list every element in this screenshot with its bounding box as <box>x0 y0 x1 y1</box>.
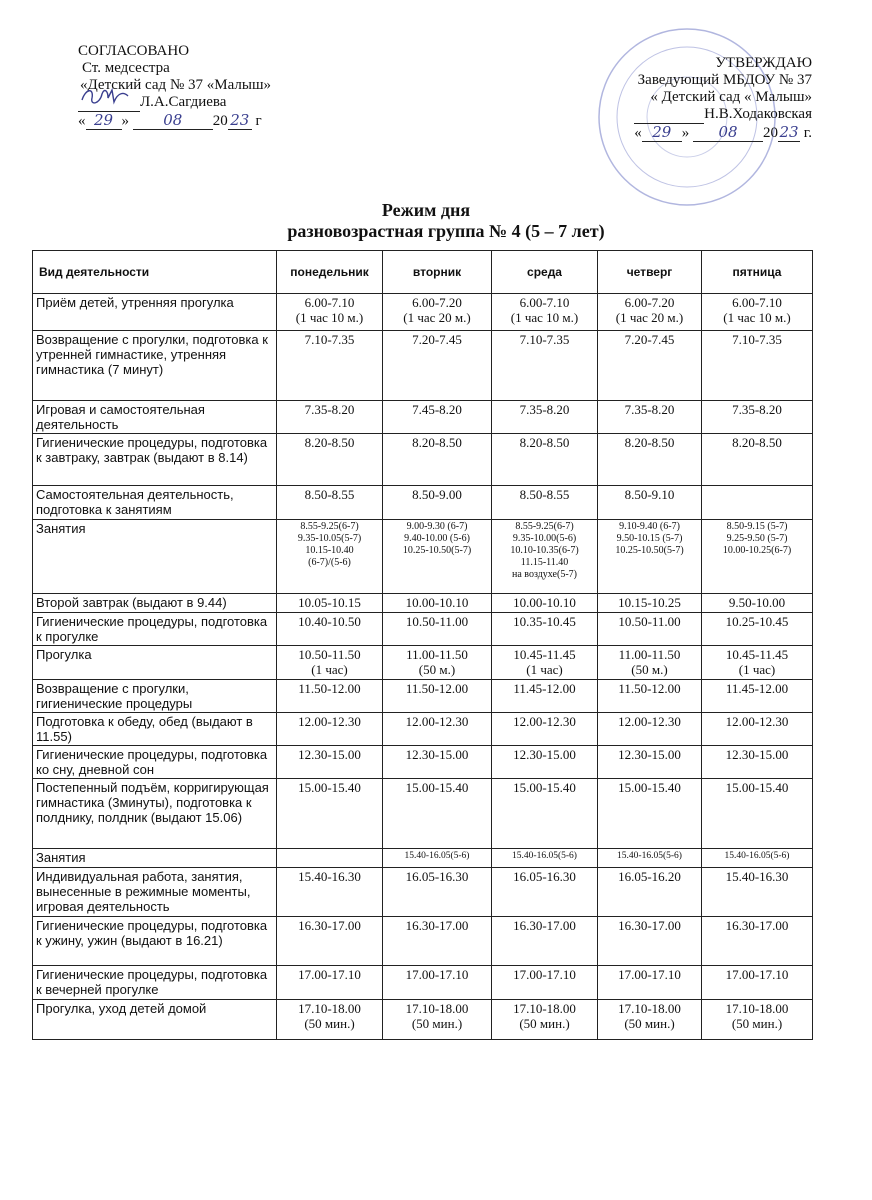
time-cell: 11.00-11.50 (50 м.) <box>383 646 492 680</box>
activity-cell: Приём детей, утренняя прогулка <box>33 294 277 331</box>
page-title: Режим дня <box>381 200 471 220</box>
time-cell: 7.35-8.20 <box>277 401 383 434</box>
activity-cell: Занятия <box>33 520 277 594</box>
time-cell: 12.30-15.00 <box>383 746 492 779</box>
activity-cell: Возвращение с прогулки, гигиенические процедуры <box>33 680 277 713</box>
activity-cell: Самостоятельная деятельность, подготовка к занятиям <box>33 486 277 520</box>
time-cell: 8.20-8.50 <box>598 434 702 486</box>
time-cell: 16.30-17.00 <box>383 917 492 966</box>
time-cell: 10.35-10.45 <box>492 613 598 646</box>
approval-right-name: Н.В.Ходаковская <box>704 106 812 122</box>
table-row <box>33 520 813 594</box>
time-cell: 7.10-7.35 <box>492 331 598 401</box>
time-cell: 11.50-12.00 <box>383 680 492 713</box>
table-row <box>33 434 813 486</box>
time-cell: 16.30-17.00 <box>598 917 702 966</box>
approval-right: УТВЕРЖДАЮ Заведующий МБДОУ № 37 « Детский сад « Малыш» Н.В.Ходаковская « 29 » 08 2023 г. <box>590 55 812 142</box>
time-cell: 15.40-16.30 <box>702 868 813 917</box>
header-friday: пятница <box>702 251 813 294</box>
activity-cell: Гигиенические процедуры, подготовка к завтраку, завтрак (выдают в 8.14) <box>33 434 277 486</box>
activity-cell: Гигиенические процедуры, подготовка ко сну, дневной сон <box>33 746 277 779</box>
time-cell: 15.00-15.40 <box>702 779 813 849</box>
time-cell: 17.10-18.00 (50 мин.) <box>598 1000 702 1040</box>
time-cell: 12.30-15.00 <box>492 746 598 779</box>
time-cell: 6.00-7.10 (1 час 10 м.) <box>277 294 383 331</box>
table-row <box>33 486 813 520</box>
table-row <box>33 594 813 613</box>
time-cell: 15.00-15.40 <box>383 779 492 849</box>
schedule-table <box>32 250 813 1040</box>
approval-right-heading: УТВЕРЖДАЮ <box>715 55 812 71</box>
table-row <box>33 713 813 746</box>
table-row <box>33 294 813 331</box>
time-cell: 12.00-12.30 <box>383 713 492 746</box>
time-cell: 8.50-9.15 (5-7) 9.25-9.50 (5-7) 10.00-10.25(6-7) <box>702 520 813 594</box>
time-cell: 10.25-10.45 <box>702 613 813 646</box>
time-cell: 12.30-15.00 <box>702 746 813 779</box>
table-row <box>33 746 813 779</box>
time-cell: 8.20-8.50 <box>492 434 598 486</box>
time-cell: 10.05-10.15 <box>277 594 383 613</box>
approval-right-year-suffix: г. <box>803 125 812 141</box>
time-cell: 10.15-10.25 <box>598 594 702 613</box>
approval-right-year: 23 <box>779 123 799 141</box>
time-cell: 10.45-11.45 (1 час) <box>492 646 598 680</box>
time-cell: 16.05-16.20 <box>598 868 702 917</box>
time-cell: 8.50-9.00 <box>383 486 492 520</box>
time-cell: 16.30-17.00 <box>492 917 598 966</box>
activity-cell: Индивидуальная работа, занятия, вынесенные в режимные моменты, игровая деятельность <box>33 868 277 917</box>
time-cell: 10.50-11.50 (1 час) <box>277 646 383 680</box>
time-cell: 8.20-8.50 <box>702 434 813 486</box>
activity-cell: Гигиенические процедуры, подготовка к вечерней прогулке <box>33 966 277 1000</box>
time-cell: 15.40-16.05(5-6) <box>383 849 492 868</box>
page-subtitle: разновозрастная группа № 4 (5 – 7 лет) <box>287 221 605 241</box>
time-cell: 8.20-8.50 <box>277 434 383 486</box>
left-signature-mark <box>78 86 130 108</box>
time-cell: 9.50-10.00 <box>702 594 813 613</box>
activity-cell: Прогулка, уход детей домой <box>33 1000 277 1040</box>
activity-cell: Гигиенические процедуры, подготовка к ужину, ужин (выдают в 16.21) <box>33 917 277 966</box>
table-row <box>33 1000 813 1040</box>
approval-left-day: 29 <box>86 112 122 130</box>
time-cell: 16.05-16.30 <box>492 868 598 917</box>
activity-cell: Возвращение с прогулки, подготовка к утренней гимнастике, утренняя гимнастика (7 минут) <box>33 331 277 401</box>
header-wednesday: среда <box>492 251 598 294</box>
header-tuesday: вторник <box>383 251 492 294</box>
time-cell: 17.00-17.10 <box>598 966 702 1000</box>
activity-cell: Занятия <box>33 849 277 868</box>
activity-cell: Гигиенические процедуры, подготовка к прогулке <box>33 613 277 646</box>
time-cell: 17.00-17.10 <box>383 966 492 1000</box>
time-cell: 16.30-17.00 <box>702 917 813 966</box>
time-cell: 15.00-15.40 <box>492 779 598 849</box>
time-cell: 11.45-12.00 <box>702 680 813 713</box>
approval-right-day: 29 <box>642 124 682 142</box>
time-cell: 15.00-15.40 <box>598 779 702 849</box>
approval-left-year: 23 <box>228 112 252 130</box>
approval-left-position: Ст. медсестра <box>82 60 170 76</box>
time-cell: 7.35-8.20 <box>492 401 598 434</box>
time-cell: 17.00-17.10 <box>702 966 813 1000</box>
header-activity: Вид деятельности <box>33 251 277 294</box>
time-cell: 10.50-11.00 <box>598 613 702 646</box>
time-cell: 10.40-10.50 <box>277 613 383 646</box>
table-header-row <box>33 251 813 294</box>
time-cell: 17.10-18.00 (50 мин.) <box>492 1000 598 1040</box>
table-row <box>33 680 813 713</box>
time-cell: 11.50-12.00 <box>598 680 702 713</box>
time-cell: 7.10-7.35 <box>277 331 383 401</box>
time-cell: 9.00-9.30 (6-7) 9.40-10.00 (5-6) 10.25-10.50(5-7) <box>383 520 492 594</box>
time-cell: 12.00-12.30 <box>702 713 813 746</box>
table-row <box>33 331 813 401</box>
table-row <box>33 966 813 1000</box>
table-row <box>33 613 813 646</box>
time-cell: 16.30-17.00 <box>277 917 383 966</box>
time-cell: 7.35-8.20 <box>702 401 813 434</box>
time-cell: 17.10-18.00 (50 мин.) <box>277 1000 383 1040</box>
table-row <box>33 849 813 868</box>
time-cell: 15.40-16.05(5-6) <box>598 849 702 868</box>
time-cell: 10.45-11.45 (1 час) <box>702 646 813 680</box>
approval-left-name: Л.А.Сагдиева <box>140 94 227 110</box>
header-monday: понедельник <box>277 251 383 294</box>
time-cell: 8.50-9.10 <box>598 486 702 520</box>
approval-left-org: «Детский сад № 37 «Малыш» <box>80 77 271 93</box>
time-cell: 7.10-7.35 <box>702 331 813 401</box>
time-cell: 12.30-15.00 <box>277 746 383 779</box>
time-cell: 11.45-12.00 <box>492 680 598 713</box>
approval-left-year-prefix: 20 <box>212 113 228 129</box>
time-cell: 10.50-11.00 <box>383 613 492 646</box>
time-cell: 15.40-16.05(5-6) <box>492 849 598 868</box>
time-cell: 16.05-16.30 <box>383 868 492 917</box>
activity-cell: Постепенный подъём, корригирующая гимнастика (3минуты), подготовка к полднику, полдник (выдают 15.06) <box>33 779 277 849</box>
approval-right-month: 08 <box>693 124 763 142</box>
time-cell: 10.00-10.10 <box>383 594 492 613</box>
time-cell: 7.45-8.20 <box>383 401 492 434</box>
approval-left-heading: СОГЛАСОВАНО <box>78 43 190 59</box>
header-thursday: четверг <box>598 251 702 294</box>
time-cell: 8.20-8.50 <box>383 434 492 486</box>
activity-cell: Второй завтрак (выдают в 9.44) <box>33 594 277 613</box>
time-cell: 12.30-15.00 <box>598 746 702 779</box>
time-cell: 6.00-7.20 (1 час 20 м.) <box>598 294 702 331</box>
time-cell: 8.50-8.55 <box>492 486 598 520</box>
approval-right-year-prefix: 20 <box>763 125 779 141</box>
time-cell: 11.50-12.00 <box>277 680 383 713</box>
time-cell: 9.10-9.40 (6-7) 9.50-10.15 (5-7) 10.25-10.50(5-7) <box>598 520 702 594</box>
time-cell: 7.20-7.45 <box>383 331 492 401</box>
time-cell: 17.00-17.10 <box>492 966 598 1000</box>
time-cell: 15.40-16.30 <box>277 868 383 917</box>
approval-left: СОГЛАСОВАНО Ст. медсестра «Детский сад № 37 «Малыш» Л.А.Сагдиева « 29 » 08 20 23 г <box>78 43 271 129</box>
approval-right-position: Заведующий МБДОУ № 37 <box>637 72 812 88</box>
time-cell: 6.00-7.10 (1 час 10 м.) <box>702 294 813 331</box>
time-cell: 12.00-12.30 <box>598 713 702 746</box>
time-cell <box>277 849 383 868</box>
time-cell: 7.20-7.45 <box>598 331 702 401</box>
table-row <box>33 868 813 917</box>
time-cell: 12.00-12.30 <box>492 713 598 746</box>
time-cell: 6.00-7.10 (1 час 10 м.) <box>492 294 598 331</box>
time-cell: 15.00-15.40 <box>277 779 383 849</box>
time-cell: 10.00-10.10 <box>492 594 598 613</box>
time-cell: 8.55-9.25(6-7) 9.35-10.05(5-7) 10.15-10.40 (6-7)/(5-6) <box>277 520 383 594</box>
time-cell: 17.10-18.00 (50 мин.) <box>702 1000 813 1040</box>
approval-left-month: 08 <box>133 112 213 130</box>
table-row <box>33 779 813 849</box>
activity-cell: Прогулка <box>33 646 277 680</box>
time-cell: 8.50-8.55 <box>277 486 383 520</box>
time-cell: 17.00-17.10 <box>277 966 383 1000</box>
time-cell: 6.00-7.20 (1 час 20 м.) <box>383 294 492 331</box>
approval-right-org: « Детский сад « Малыш» <box>650 89 812 105</box>
table-row <box>33 917 813 966</box>
activity-cell: Подготовка к обеду, обед (выдают в 11.55) <box>33 713 277 746</box>
time-cell: 7.35-8.20 <box>598 401 702 434</box>
approval-left-year-suffix: г <box>255 113 262 129</box>
table-row <box>33 401 813 434</box>
time-cell: 8.55-9.25(6-7) 9.35-10.00(5-6) 10.10-10.35(6-7) 11.15-11.40 на воздухе(5-7) <box>492 520 598 594</box>
activity-cell: Игровая и самостоятельная деятельность <box>33 401 277 434</box>
time-cell: 11.00-11.50 (50 м.) <box>598 646 702 680</box>
approval-right-signature-line <box>634 106 704 124</box>
table-row <box>33 646 813 680</box>
time-cell <box>702 486 813 520</box>
time-cell: 12.00-12.30 <box>277 713 383 746</box>
time-cell: 15.40-16.05(5-6) <box>702 849 813 868</box>
time-cell: 17.10-18.00 (50 мин.) <box>383 1000 492 1040</box>
